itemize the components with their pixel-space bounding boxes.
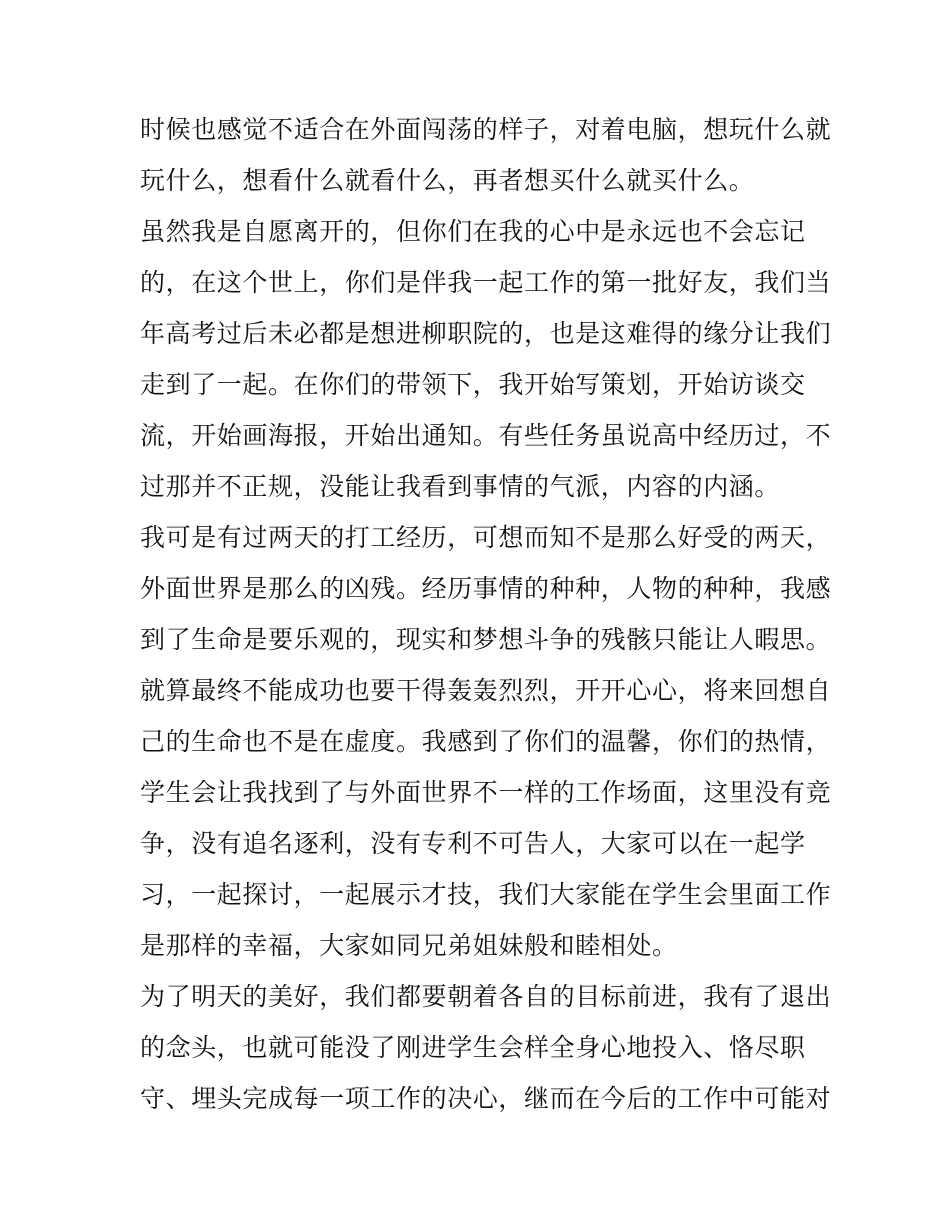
text-line: 到了生命是要乐观的，现实和梦想斗争的残骸只能让人暇思。 [140,625,832,654]
text-line: 学生会让我找到了与外面世界不一样的工作场面，这里没有竞 [140,778,832,807]
text-line: 过那并不正规，没能让我看到事情的气派，内容的内涵。 [140,472,781,501]
text-line: 争，没有追名逐利，没有专利不可告人，大家可以在一起学 [140,829,806,858]
text-line: 时候也感觉不适合在外面闯荡的样子，对着电脑，想玩什么就 [140,115,832,144]
text-line: 己的生命也不是在虚度。我感到了你们的温馨，你们的热情， [140,727,832,756]
text-line: 虽然我是自愿离开的，但你们在我的心中是永远也不会忘记 [140,217,806,246]
text-line: 玩什么，想看什么就看什么，再者想买什么就买什么。 [140,166,755,195]
text-line: 的念头，也就可能没了刚进学生会样全身心地投入、恪尽职 [140,1033,806,1062]
text-line: 为了明天的美好，我们都要朝着各自的目标前进，我有了退出 [140,982,832,1011]
text-line: 守、埋头完成每一项工作的决心，继而在今后的工作中可能对 [140,1084,832,1113]
text-line: 我可是有过两天的打工经历，可想而知不是那么好受的两天， [140,523,832,552]
text-line: 的，在这个世上，你们是伴我一起工作的第一批好友，我们当 [140,268,832,297]
text-line: 是那样的幸福，大家如同兄弟姐妹般和睦相处。 [140,931,678,960]
text-line: 走到了一起。在你们的带领下，我开始写策划，开始访谈交 [140,370,806,399]
text-line: 流，开始画海报，开始出通知。有些任务虽说高中经历过，不 [140,421,832,450]
text-line: 外面世界是那么的凶残。经历事情的种种，人物的种种，我感 [140,574,832,603]
text-line: 就算最终不能成功也要干得轰轰烈烈，开开心心，将来回想自 [140,676,832,705]
text-line: 习，一起探讨，一起展示才技，我们大家能在学生会里面工作 [140,880,832,909]
text-line: 年高考过后未必都是想进柳职院的，也是这难得的缘分让我们 [140,319,832,348]
